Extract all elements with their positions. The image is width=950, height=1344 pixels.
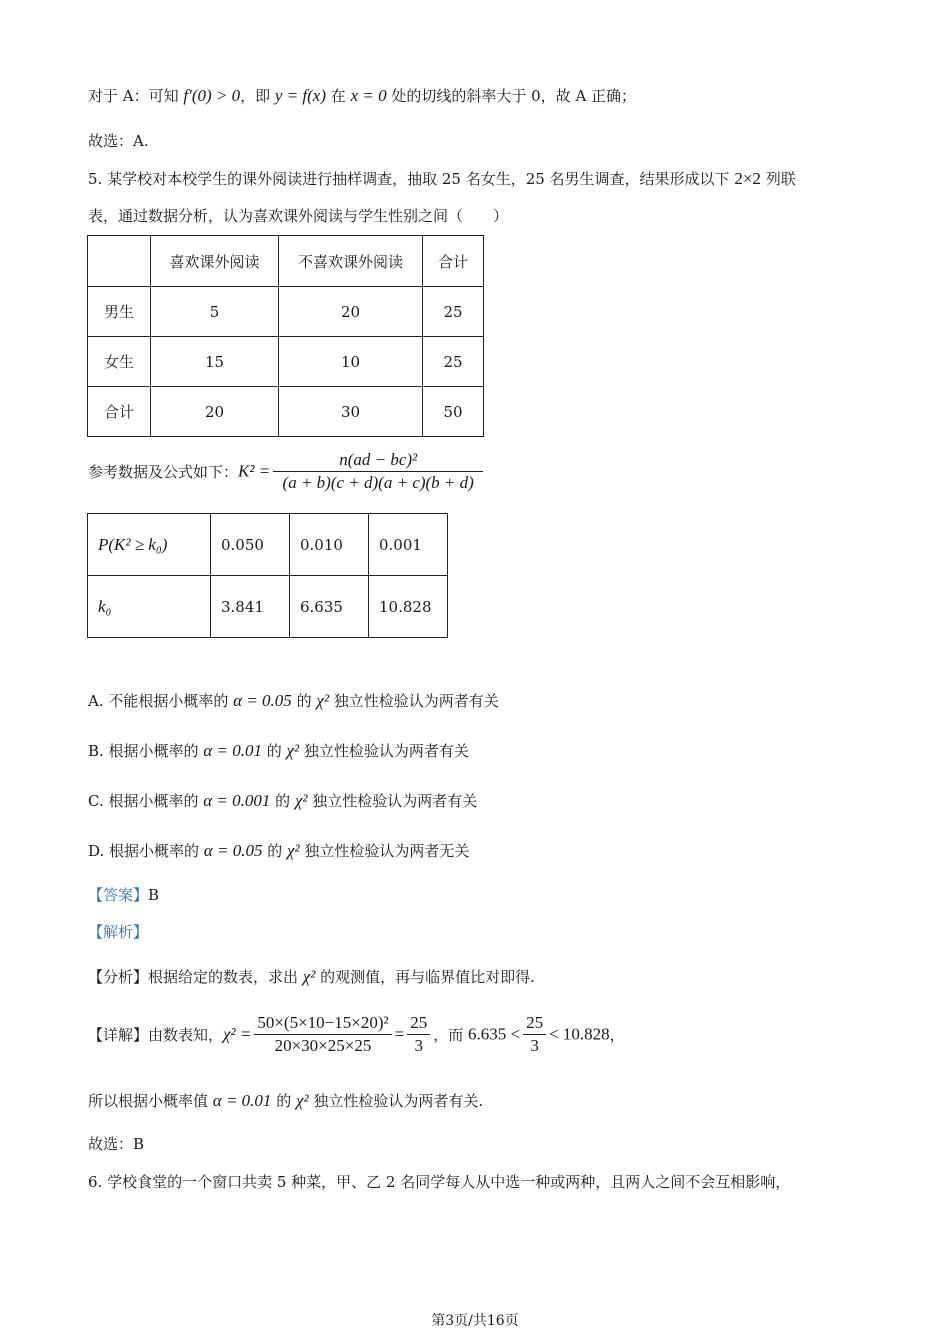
text-line: 故选：A. [88,132,149,150]
table-cell: 20 [151,387,279,437]
table-cell: 50 [423,387,484,437]
text: D. 根据小概率的 [88,842,204,860]
math: 6.635 < [467,1024,521,1044]
table-header: 喜欢课外阅读 [151,236,279,287]
math: χ² [294,791,308,810]
question-5-cont: 表，通过数据分析，认为喜欢课外阅读与学生性别之间（ ） [88,207,509,225]
analysis-summary [88,966,535,988]
answer-label: 【答案】 [88,886,149,904]
math: α = 0.001 [203,791,271,810]
denominator: 20×30×25×25 [274,1036,372,1055]
table-header: 不喜欢课外阅读 [279,236,423,287]
table-header [88,236,151,287]
text-line [88,85,636,107]
text: 的 [271,1092,296,1110]
question-6: 6. 学校食堂的一个窗口共卖 5 种菜，甲、乙 2 名同学每人从中选一种或两种，且两人之间不会互相影响， [88,1173,791,1191]
text: 独立性检验认为两者有关. [308,1092,484,1110]
numerator: n(ad − bc)² [273,450,483,472]
text: ，而 [433,1026,468,1044]
numerator: 50×(5×10−15×20)² [254,1013,391,1035]
table-cell: 0.001 [369,514,448,576]
text: 独立性检验认为两者有关 [299,742,469,760]
table-header: 合计 [423,236,484,287]
text: 独立性检验认为两者有关 [328,692,499,710]
table-cell: 20 [279,287,423,337]
table-cell: 合计 [88,387,151,437]
text: ， [609,1026,625,1044]
table-cell: 0.050 [211,514,290,576]
text: C. 根据小概率的 [88,792,204,810]
table-cell: 10.828 [369,576,448,638]
math: x = 0 [350,86,387,105]
answer-value: B [148,886,160,904]
formula-line [88,450,486,493]
denominator: 3 [414,1036,423,1055]
table-cell: 6.635 [290,576,369,638]
text: 的 [270,792,295,810]
math: χ² [316,691,329,710]
text: 处的切线的斜率大于 0，故 A 正确； [386,87,637,105]
text: 【分析】根据给定的数表，求出 [88,968,303,986]
text: 5. 某学校对本校学生的课外阅读进行抽样调查，抽取 25 名女生，25 名男生调查，结果形成以下 [88,170,735,188]
option-d [88,840,469,862]
text: 【详解】由数表知， [88,1026,224,1044]
math: χ² [302,967,316,986]
text: A. 不能根据小概率的 [88,692,234,710]
table-cell: 女生 [88,337,151,387]
text: B. 根据小概率的 [88,742,204,760]
numerator: 25 [407,1013,430,1035]
option-b [88,740,469,762]
denominator: 3 [530,1036,539,1055]
choose-line: 故选：B [88,1135,145,1153]
critical-value-table [87,513,448,638]
math: f′(0) > 0 [183,86,241,105]
text: 参考数据及公式如下： [88,463,239,481]
detail-line [88,1013,625,1056]
conclusion-line [88,1090,483,1112]
page-number: 第3页/共16页 [431,1313,519,1329]
table-cell: 30 [279,387,423,437]
text: 对于 A：可知 [88,87,184,105]
formula-fraction [273,450,483,493]
table-cell: k₀ [88,576,211,638]
compare-fraction [523,1013,546,1056]
answer-line [88,884,159,906]
math: 2×2 [734,169,761,188]
text: 的 [262,842,287,860]
text: 的观测值，再与临界值比对即得. [315,968,535,986]
text: 所以根据小概率值 [88,1092,213,1110]
table-cell: 男生 [88,287,151,337]
table-cell: 3.841 [211,576,290,638]
math: = [394,1024,405,1044]
text: 的 [261,742,287,760]
math: < 10.828 [549,1024,610,1044]
math: α = 0.01 [212,1091,272,1110]
denominator: (a + b)(c + d)(a + c)(b + d) [282,473,474,492]
table-cell: 25 [423,337,484,387]
table-cell: 15 [151,337,279,387]
math: χ² [287,841,300,860]
math: α = 0.01 [203,741,262,760]
math: α = 0.05 [203,841,263,860]
option-c [88,790,477,812]
table-cell: 5 [151,287,279,337]
table-cell: 0.010 [290,514,369,576]
chi-square-fraction [254,1013,391,1056]
math: K² = [238,461,271,481]
text: 独立性检验认为两者有关 [307,792,478,810]
text: 的 [291,692,317,710]
math: χ² = [223,1024,252,1044]
question-5 [88,168,796,190]
math: α = 0.05 [233,691,292,710]
numerator: 25 [523,1013,546,1035]
math: χ² [286,741,300,760]
option-a [88,690,499,712]
contingency-table [87,235,484,437]
table-cell: P(K² ≥ k₀) [88,514,211,576]
text: 列联 [760,170,796,188]
analysis-label: 【解析】 [88,923,149,941]
text: 独立性检验认为两者无关 [299,842,470,860]
math: y = f(x) [274,86,327,105]
table-cell: 25 [423,287,484,337]
result-fraction [407,1013,430,1056]
table-cell: 10 [279,337,423,387]
text: 在 [326,87,351,105]
text: ，即 [240,87,275,105]
math: χ² [295,1091,309,1110]
